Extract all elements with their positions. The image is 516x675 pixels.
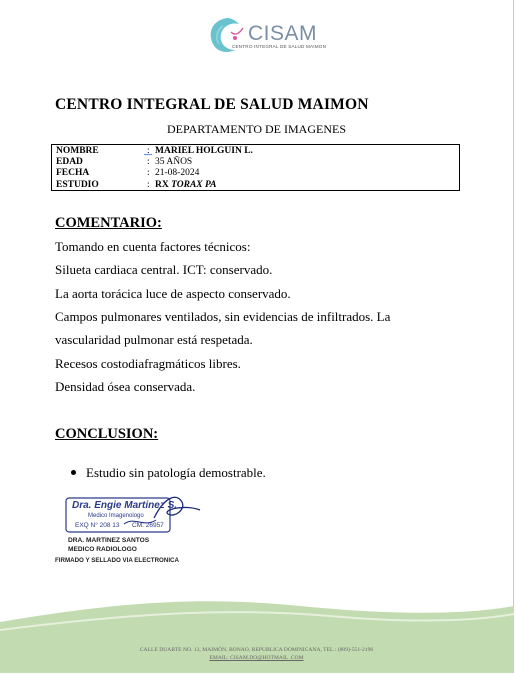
bullet-icon bbox=[71, 470, 76, 475]
info-row-edad bbox=[52, 157, 459, 168]
info-value-estudio bbox=[155, 180, 216, 191]
comentario-line: Campos pulmonares ventilados, sin evidencias de infiltrados. La bbox=[55, 309, 391, 324]
estudio-name: TORAX PA bbox=[171, 179, 217, 190]
info-row-fecha bbox=[52, 168, 459, 179]
comentario-line: Silueta cardiaca central. ICT: conservado. bbox=[55, 262, 273, 277]
info-label: NOMBRE bbox=[56, 146, 99, 156]
logo-name: CISAM bbox=[248, 22, 318, 45]
stamp-cmd: CM. 26957 bbox=[132, 522, 164, 529]
info-row-estudio bbox=[52, 180, 459, 191]
comentario-line: La aorta torácica luce de aspecto conservado. bbox=[55, 286, 291, 301]
stamp-role: Medico Imagenologo bbox=[88, 513, 144, 519]
footer-wave bbox=[0, 600, 514, 673]
doctor-title: MEDICO RADIOLOGO bbox=[68, 546, 137, 553]
comentario-heading: COMENTARIO: bbox=[55, 215, 162, 231]
estudio-prefix: RX bbox=[155, 179, 172, 190]
stamp-name: Dra. Engie Martinez S. bbox=[72, 500, 178, 511]
comentario-line: vascularidad pulmonar está respetada. bbox=[55, 332, 253, 347]
footer-address: CALLE DUARTE NO. 13, MAIMÓN, BONAO, REPUBLICA DOMINICANA, TEL.: (809)-551-2196 bbox=[139, 647, 374, 653]
comentario-line: Densidad ósea conservada. bbox=[55, 379, 196, 394]
stamp-exq: EXQ N° 208 13 bbox=[75, 522, 120, 529]
electronic-signature-note: FIRMADO Y SELLADO VIA ELECTRONICA bbox=[55, 557, 179, 564]
info-label: ESTUDIO bbox=[56, 179, 99, 190]
info-value-edad: 35 AÑOS bbox=[155, 157, 193, 168]
info-row-nombre bbox=[52, 146, 459, 157]
info-value-fecha: 21-08-2024 bbox=[155, 168, 200, 179]
info-label: EDAD bbox=[56, 157, 83, 168]
comentario-line: Recesos costodiafragmáticos libres. bbox=[55, 356, 241, 371]
info-label: FECHA bbox=[56, 168, 90, 179]
logo-subtitle: CENTRO INTEGRAL DE SALUD MAIMON bbox=[232, 44, 327, 49]
department-title: DEPARTAMENTO DE IMAGENES bbox=[167, 122, 346, 136]
conclusion-heading: CONCLUSION: bbox=[55, 426, 159, 442]
footer-email-link[interactable]: EMAIL: CISAM.DO@HOTMAIL .COM bbox=[209, 655, 304, 661]
info-colon: : bbox=[147, 179, 150, 190]
info-value-nombre: MARIEL HOLGUIN L. bbox=[155, 146, 253, 156]
comentario-line: Tomando en cuenta factores técnicos: bbox=[55, 239, 251, 254]
info-colon: : bbox=[147, 168, 150, 179]
patient-info-box bbox=[51, 144, 460, 191]
info-colon: : bbox=[147, 146, 150, 156]
conclusion-item: Estudio sin patología demostrable. bbox=[86, 465, 266, 480]
info-colon: : bbox=[147, 157, 150, 168]
org-title: CENTRO INTEGRAL DE SALUD MAIMON bbox=[55, 96, 369, 113]
doctor-name: DRA. MARTINEZ SANTOS bbox=[68, 537, 150, 544]
